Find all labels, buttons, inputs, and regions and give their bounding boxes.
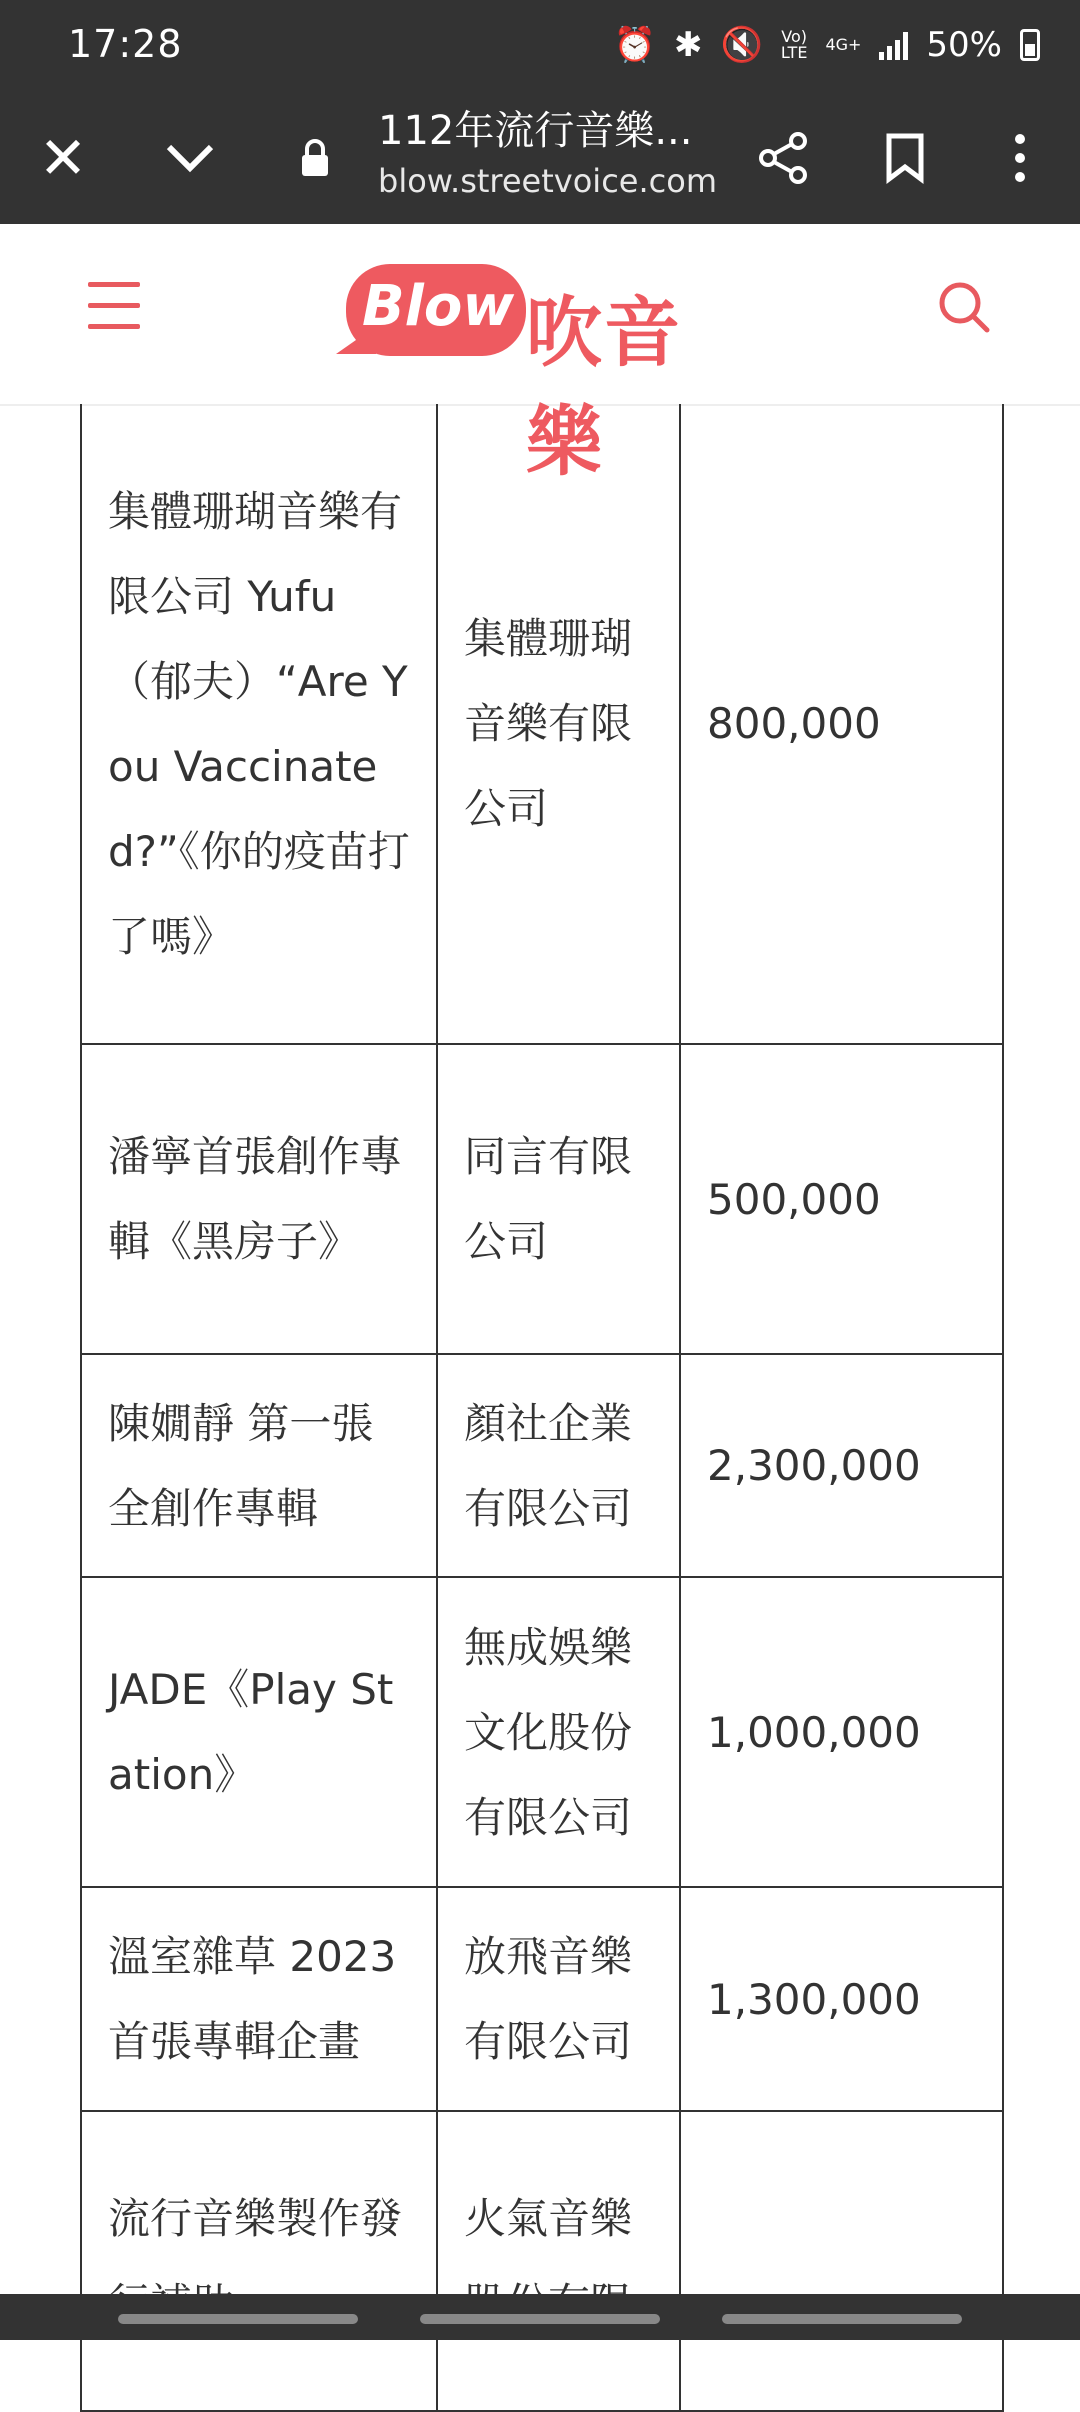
project-cell: 陳嫺靜 第一張全創作專輯 <box>81 1354 437 1577</box>
site-header <box>0 224 1080 486</box>
table-row <box>81 1577 1003 1887</box>
battery-percent: 50% <box>926 25 1002 65</box>
browser-toolbar <box>0 95 1080 224</box>
page-title: 112年流行音樂... <box>378 108 693 154</box>
menu-icon[interactable] <box>88 282 140 330</box>
amount-cell: 800,000 <box>680 404 1003 1044</box>
subsidy-table-container <box>0 404 1080 2294</box>
volte-indicator: Vo) LTE <box>780 27 808 62</box>
status-time: 17:28 <box>68 22 183 66</box>
bluetooth-icon: ✱ <box>674 25 703 65</box>
table-row <box>81 1887 1003 2111</box>
nav-home[interactable] <box>420 2314 660 2324</box>
company-cell: 無成娛樂文化股份有限公司 <box>437 1577 680 1887</box>
amount-cell: 2,300,000 <box>680 1354 1003 1577</box>
page-domain: blow.streetvoice.com <box>378 162 717 200</box>
close-icon[interactable]: ✕ <box>38 124 88 192</box>
bookmark-icon[interactable] <box>870 123 940 193</box>
url-bar[interactable] <box>378 103 738 203</box>
company-cell: 火氣音樂 <box>437 2111 680 2411</box>
company-cell: 集體珊瑚音樂有限公司 <box>437 404 680 1044</box>
status-bar <box>0 0 1080 95</box>
amount-cell: 1,000,000 <box>680 1577 1003 1887</box>
project-cell: 溫室雜草 2023 首張專輯企畫 <box>81 1887 437 2111</box>
chevron-down-icon[interactable] <box>155 123 225 193</box>
more-options-icon[interactable] <box>985 123 1055 193</box>
amount-cell: 1,300,000 <box>680 1887 1003 2111</box>
mute-icon: 🔇 <box>720 25 763 65</box>
alarm-icon: ⏰ <box>613 25 656 65</box>
nav-back[interactable] <box>722 2314 962 2324</box>
logo-chinese: 吹音樂 <box>526 288 682 486</box>
table-row <box>81 1354 1003 1577</box>
nav-recents[interactable] <box>118 2314 358 2324</box>
project-cell: 集體珊瑚音樂有限公司 Yufu（郁夫）“Are You Vaccinated?”《你的疫苗打了嗎》 <box>81 404 437 1044</box>
logo-latin: Blow <box>362 274 515 339</box>
project-cell: JADE《Play Station》 <box>81 1577 437 1887</box>
share-icon[interactable] <box>748 123 818 193</box>
company-cell: 顏社企業有限公司 <box>437 1354 680 1577</box>
network-type: 4G+ <box>825 35 862 54</box>
table-row <box>81 1044 1003 1354</box>
amount-cell: 500,000 <box>680 1044 1003 1354</box>
company-cell: 放飛音樂有限公司 <box>437 1887 680 2111</box>
company-cell: 同言有限公司 <box>437 1044 680 1354</box>
battery-icon <box>1020 29 1040 61</box>
project-cell: 潘寧首張創作專輯《黑房子》 <box>81 1044 437 1354</box>
search-icon[interactable] <box>935 278 995 338</box>
status-icons <box>614 20 1040 70</box>
table-row <box>81 404 1003 1044</box>
amount-cell <box>680 2111 1003 2411</box>
table-row <box>81 2111 1003 2411</box>
system-nav-bar <box>0 2294 1080 2340</box>
project-cell: 流行音樂製作發 <box>81 2111 437 2411</box>
site-logo[interactable] <box>336 256 756 486</box>
lock-icon[interactable] <box>280 123 350 193</box>
signal-icon <box>879 30 908 60</box>
subsidy-table <box>80 404 1004 2412</box>
